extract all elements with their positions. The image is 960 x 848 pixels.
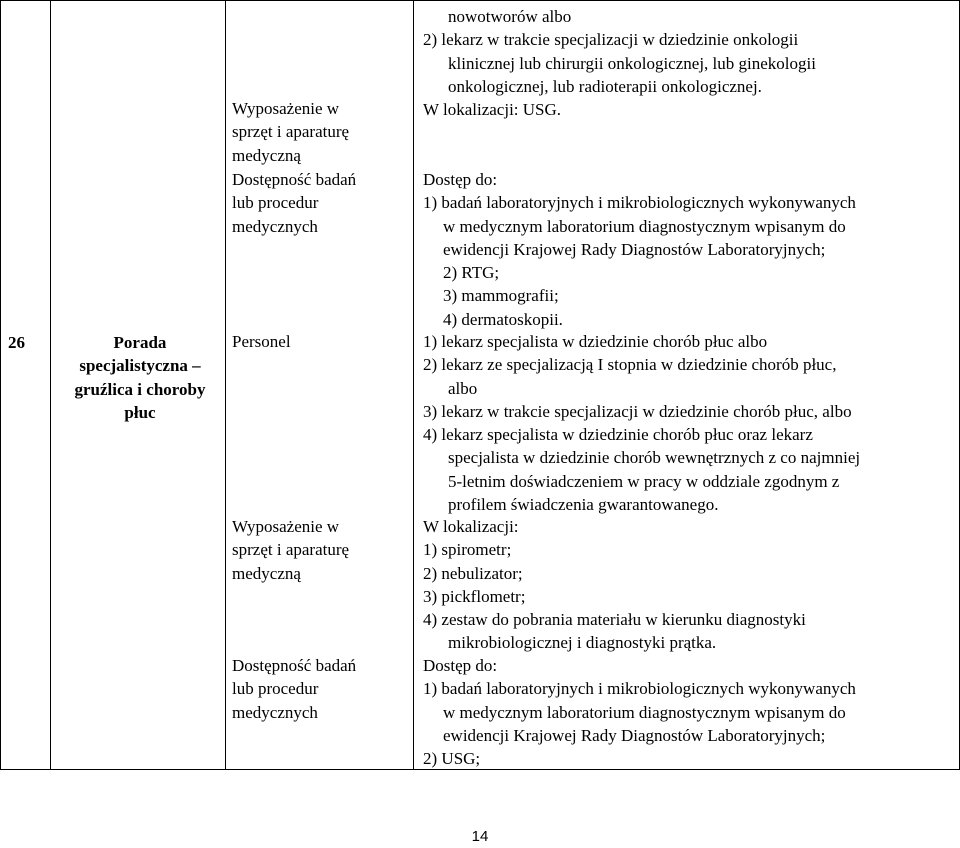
service-line: Porada xyxy=(113,333,167,352)
content-line: 4) dermatoskopii. xyxy=(443,309,563,329)
content-line: 2) lekarz ze specjalizacją I stopnia w dziedzinie chorób płuc, xyxy=(423,355,837,375)
page-number: 14 xyxy=(471,828,489,845)
content-line: klinicznej lub chirurgii onkologicznej, lub ginekologii xyxy=(448,53,816,73)
service-name xyxy=(58,331,222,424)
row-number: 26 xyxy=(8,333,25,352)
access-label-2 xyxy=(232,654,356,724)
access-content-1 xyxy=(423,168,856,331)
content-line: 3) pickflometr; xyxy=(423,586,526,606)
label-line: lub procedur xyxy=(232,193,319,213)
content-line: ewidencji Krajowej Rady Diagnostów Laboratoryjnych; xyxy=(443,725,826,745)
content-line: nowotworów albo xyxy=(448,7,572,26)
content-line: W lokalizacji: USG. xyxy=(423,100,562,120)
access-label-1 xyxy=(232,168,356,238)
label-line: medycznych xyxy=(232,216,318,236)
table-col-divider-3 xyxy=(413,0,414,770)
continuation-content xyxy=(423,5,816,121)
label-line: Dostępność badań xyxy=(232,656,357,675)
access-content-2 xyxy=(423,654,856,770)
label-line: lub procedur xyxy=(232,679,319,699)
label-line: Dostępność badań xyxy=(232,170,357,189)
personnel-label xyxy=(232,330,291,353)
table-col-divider-1 xyxy=(50,0,51,770)
content-line: mikrobiologicznej i diagnostyki prątka. xyxy=(448,633,717,653)
label-line: sprzęt i aparaturę xyxy=(232,540,350,560)
content-line: profilem świadczenia gwarantowanego. xyxy=(448,495,719,515)
label-line: medyczną xyxy=(232,563,301,583)
content-line: 4) zestaw do pobrania materiału w kierunku diagnostyki xyxy=(423,610,806,630)
content-line: 1) badań laboratoryjnych i mikrobiologicznych wykonywanych xyxy=(423,193,856,213)
content-line: 1) spirometr; xyxy=(423,540,512,560)
content-line: 2) USG; xyxy=(423,749,481,769)
content-line: 3) mammografii; xyxy=(443,286,559,306)
service-line: specjalistyczna – xyxy=(79,356,201,376)
service-line: płuc xyxy=(124,402,156,422)
label-line: Wyposażenie w xyxy=(232,99,340,118)
table-border-left xyxy=(0,0,1,770)
content-line: albo xyxy=(448,378,478,398)
label-line: medyczną xyxy=(232,145,301,165)
content-line: 2) lekarz w trakcie specjalizacji w dziedzinie onkologii xyxy=(423,30,799,50)
equipment-label-2 xyxy=(232,515,349,585)
content-line: Dostęp do: xyxy=(423,656,498,675)
content-line: 4) lekarz specjalista w dziedzinie chorób płuc oraz lekarz xyxy=(423,425,813,445)
equipment-label-1 xyxy=(232,97,349,167)
content-line: 2) RTG; xyxy=(443,263,500,283)
content-line: 5-letnim doświadczeniem w pracy w oddziale zgodnym z xyxy=(448,471,840,491)
personnel-content xyxy=(423,330,860,516)
content-line: ewidencji Krajowej Rady Diagnostów Laboratoryjnych; xyxy=(443,239,826,259)
label-line: medycznych xyxy=(232,702,318,722)
label-line: Wyposażenie w xyxy=(232,517,340,536)
content-line: 1) lekarz specjalista w dziedzinie chorób płuc albo xyxy=(423,332,768,351)
table-col-divider-2 xyxy=(225,0,226,770)
table-border-top xyxy=(0,0,960,1)
content-line: specjalista w dziedzinie chorób wewnętrznych z co najmniej xyxy=(448,448,861,468)
content-line: W lokalizacji: xyxy=(423,517,519,536)
content-line: 3) lekarz w trakcie specjalizacji w dziedzinie chorób płuc, albo xyxy=(423,401,852,421)
service-line: gruźlica i choroby xyxy=(74,379,206,399)
content-line: 1) badań laboratoryjnych i mikrobiologicznych wykonywanych xyxy=(423,679,856,699)
label-line: sprzęt i aparaturę xyxy=(232,122,350,142)
label-line: Personel xyxy=(232,332,291,351)
content-line: w medycznym laboratorium diagnostycznym wpisanym do xyxy=(443,216,846,236)
content-line: 2) nebulizator; xyxy=(423,563,523,583)
content-line: Dostęp do: xyxy=(423,170,498,189)
content-line: w medycznym laboratorium diagnostycznym wpisanym do xyxy=(443,702,846,722)
equipment-content-2 xyxy=(423,515,806,655)
content-line: onkologicznej, lub radioterapii onkologicznej. xyxy=(448,76,762,96)
